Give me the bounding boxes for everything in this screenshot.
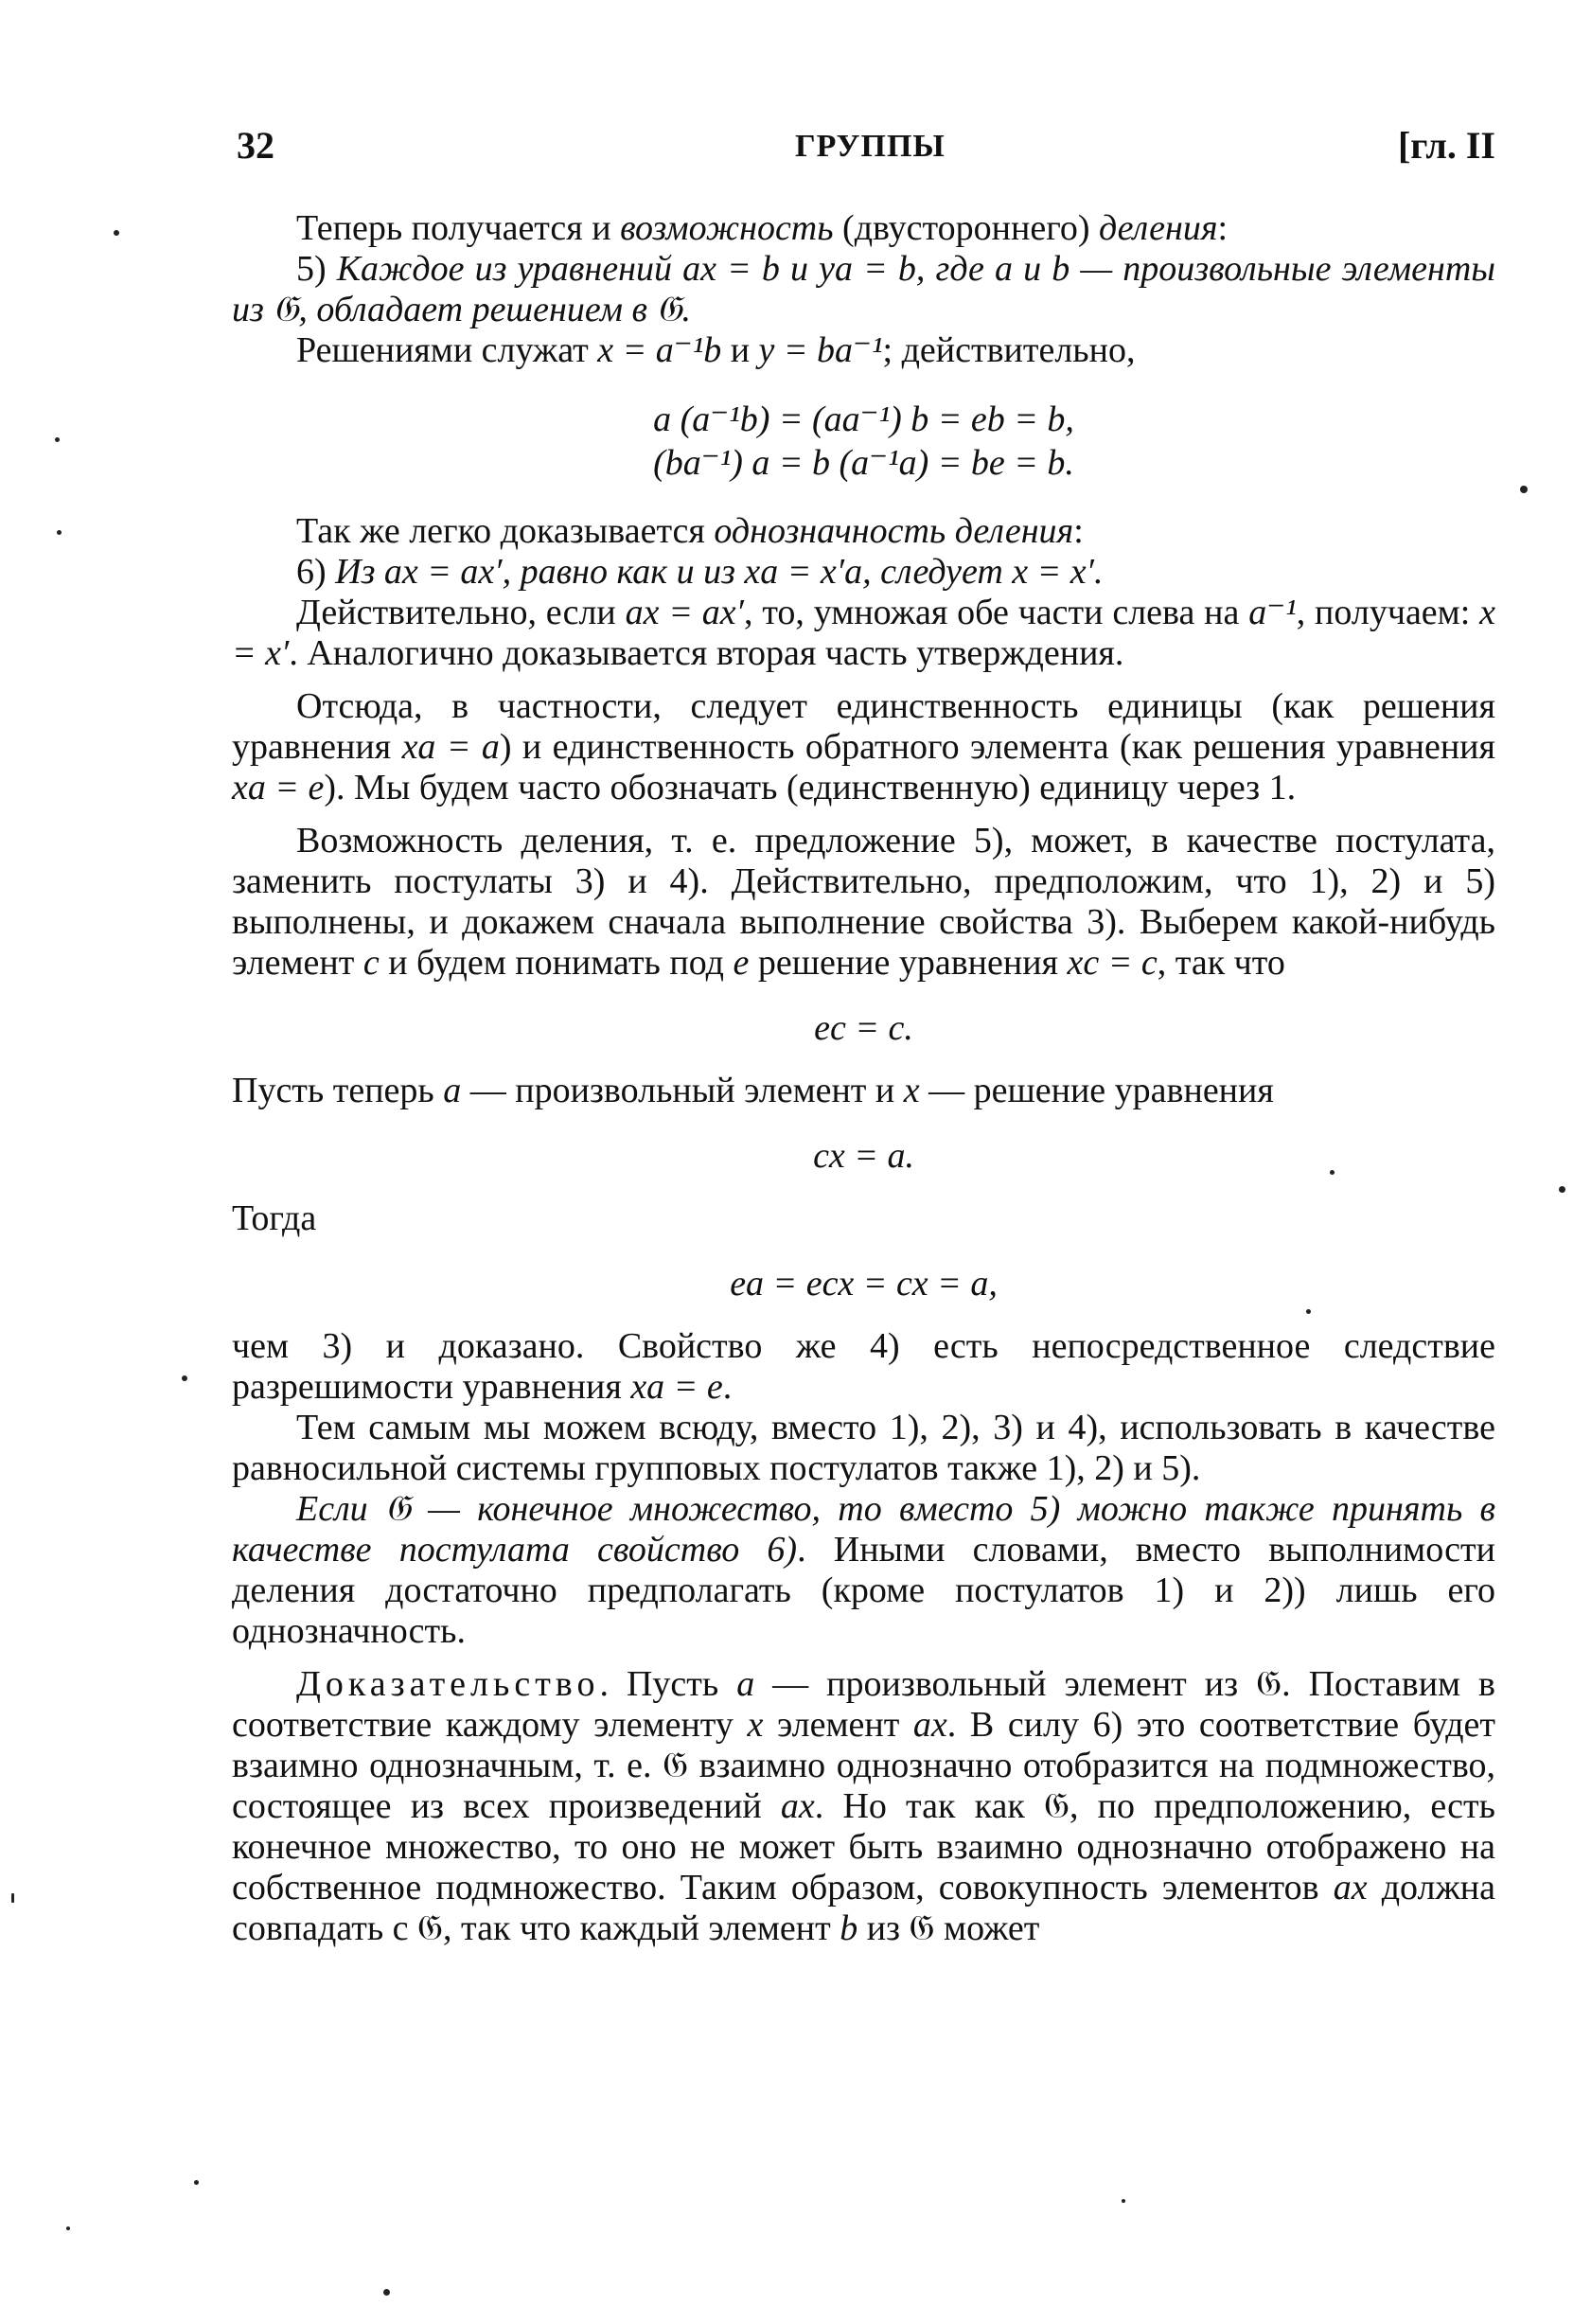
scan-speck xyxy=(1306,1309,1311,1314)
page-number: 32 xyxy=(237,124,274,167)
scan-speck xyxy=(11,1893,14,1903)
paragraph-let-a: Пусть теперь a — произвольный элемент и x — решение уравнения xyxy=(232,1071,1274,1110)
running-header xyxy=(237,123,1495,180)
formula-cx: cx = a. xyxy=(813,1136,914,1176)
paragraph-proof-6: Действительно, если ax = ax′, то, умножая обе части слева на a⁻¹, получаем: x = x′. Аналогично доказывается вторая часть утверждения. xyxy=(232,593,1495,673)
scan-speck xyxy=(1122,2199,1125,2203)
formula-line: a (a⁻¹b) = (aa⁻¹) b = eb = b, xyxy=(653,399,1074,439)
scan-speck xyxy=(194,2180,199,2185)
paragraph-uniqueness-intro: Так же легко доказывается однозначность деления: xyxy=(296,511,1084,551)
scan-speck xyxy=(55,437,60,442)
paragraph-solutions: Решениями служат x = a⁻¹b и y = ba⁻¹; действительно, xyxy=(296,330,1136,370)
formula-ec: ec = c. xyxy=(814,1008,913,1048)
scan-speck xyxy=(383,2289,390,2296)
scan-speck xyxy=(114,230,119,236)
paragraph-proof: Доказательство. Пусть a — произвольный элемент из 𝔊. Поставим в соответствие каждому элементу x элемент ax. В силу 6) это соответствие будет взаимно однозначным, т. е. 𝔊 взаимно однозначно отобразится на подмножество, состоящее из всех произведений ax. Но так как 𝔊, по предположению, есть конечное множество, то оно не может быть взаимно однозначно отображено на собственное подмножество. Таким образом, совокупность элементов ax должна совпадать с 𝔊, так что каждый элемент b из 𝔊 может xyxy=(232,1664,1496,1948)
running-title: ГРУППЫ xyxy=(795,129,946,164)
paragraph-unit-uniqueness: Отсюда, в частности, следует единственность единицы (как решения уравнения xa = a) и единственность обратного элемента (как решения уравнения xa = e). Мы будем часто обозначать (единственную) единицу через 1. xyxy=(232,686,1495,807)
formula-ea: ea = ecx = cx = a, xyxy=(730,1264,998,1304)
formula-solutions-check xyxy=(232,398,1495,485)
paragraph-finite-set: Если 𝔊 — конечное множество, то вместо 5) можно также принять в качестве постулата свойство 6). Иными словами, вместо выполнимости деления достаточно предполагать (кроме постулатов 1) и 2)) лишь его однозначность. xyxy=(232,1489,1495,1651)
scan-speck xyxy=(66,2226,70,2230)
scan-speck xyxy=(182,1375,187,1381)
scan-speck xyxy=(1559,1186,1565,1193)
chapter-label: [гл. II xyxy=(1397,124,1495,167)
formula-line: (ba⁻¹) a = b (a⁻¹a) = be = b. xyxy=(653,443,1074,483)
statement-6: 6) Из ax = ax′, равно как и из xa = x′a, следует x = x′. xyxy=(296,552,1104,592)
scan-speck xyxy=(1330,1170,1335,1175)
paragraph-postulate-replacement: Возможность деления, т. е. предложение 5), может, в качестве постулата, заменить постулаты 3) и 4). Действительно, предположим, что 1), 2) и 5) выполнены, и докажем сначала выполнение свойства 3). Выберем какой-нибудь элемент c и будем понимать под e решение уравнения xc = c, так что xyxy=(232,821,1495,983)
paragraph-then: Тогда xyxy=(232,1198,317,1238)
scan-speck xyxy=(57,530,62,535)
page-body xyxy=(232,208,1495,1949)
paragraph-property-4: чем 3) и доказано. Свойство же 4) есть непосредственное следствие разрешимости уравнения xa = e. xyxy=(232,1326,1495,1407)
paragraph-equivalent-system: Тем самым мы можем всюду, вместо 1), 2), 3) и 4), использовать в качестве равносильной системы групповых постулатов также 1), 2) и 5). xyxy=(232,1408,1495,1488)
statement-5: 5) Каждое из уравнений ax = b и ya = b, где a и b — произвольные элементы из 𝔊, обладает решением в 𝔊. xyxy=(232,249,1495,329)
paragraph-division-intro: Теперь получается и возможность (двустороннего) деления: xyxy=(296,208,1229,248)
scan-speck xyxy=(1520,486,1528,493)
